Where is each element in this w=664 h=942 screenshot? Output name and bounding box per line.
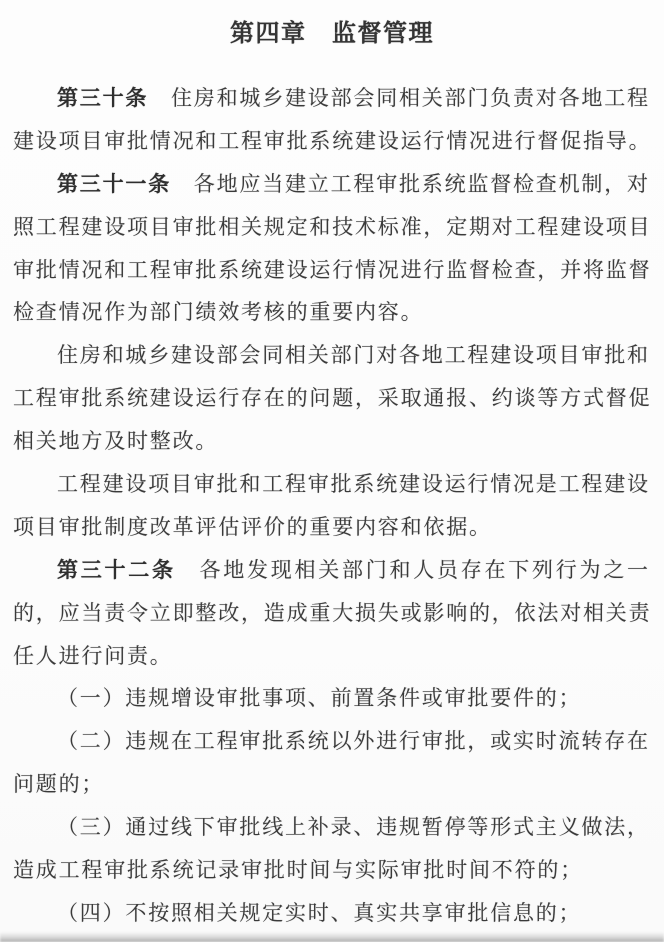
line-text: （四）不按照相关规定实时、真实共享审批信息的； (57, 900, 582, 925)
chapter-title: 第四章 监督管理 (230, 20, 434, 47)
text-line (13, 420, 659, 463)
text-line (13, 163, 659, 206)
text-line (13, 849, 659, 892)
page-bottom-scan-shadow (0, 932, 664, 942)
text-line (13, 463, 659, 506)
text-line (13, 291, 659, 334)
article-number: 第三十二条 (57, 558, 176, 582)
line-text: 住房和城乡建设部会同相关部门对各地工程建设项目审批和 (57, 343, 650, 368)
line-text: 问题的； (13, 772, 105, 797)
article-number: 第三十条 (57, 87, 149, 110)
line-text: 造成工程审批系统记录审批时间与实际审批时间不符的； (13, 858, 583, 883)
article-number: 第三十一条 (57, 172, 171, 196)
text-line (13, 334, 659, 377)
text-line (13, 206, 659, 249)
body-text (13, 77, 659, 935)
line-text: 各地发现相关部门和人员存在下列行为之一 (175, 557, 651, 582)
line-text: 照工程建设项目审批相关规定和技术标准，定期对工程建设项目 (13, 214, 652, 239)
text-line (13, 806, 659, 849)
line-text: 相关地方及时整改。 (13, 429, 219, 454)
text-line (13, 720, 659, 763)
text-line (13, 120, 659, 163)
line-text: 检查情况作为部门绩效考核的重要内容。 (13, 300, 424, 325)
line-text: 各地应当建立工程审批系统监督检查机制，对 (171, 171, 650, 196)
text-line (13, 506, 659, 549)
line-text: 住房和城乡建设部会同相关部门负责对各地工程 (148, 86, 650, 110)
line-text: 的，应当责令立即整改，造成重大损失或影响的，依法对相关责 (13, 600, 652, 625)
line-text: （一）违规增设审批事项、前置条件或审批要件的； (57, 686, 582, 711)
text-line (13, 763, 659, 806)
line-text: （三）通过线下审批线上补录、违规暂停等形式主义做法， (57, 815, 650, 840)
text-line (13, 592, 659, 635)
text-line (13, 377, 659, 420)
text-line (13, 892, 659, 935)
line-text: 审批情况和工程审批系统建设运行情况进行监督检查，并将监督 (13, 257, 652, 282)
text-line (13, 549, 659, 592)
line-text: 工程建设项目审批和工程审批系统建设运行情况是工程建设 (57, 472, 650, 497)
line-text: （二）违规在工程审批系统以外进行审批，或实时流转存在 (57, 729, 650, 754)
text-line (13, 677, 659, 720)
line-text: 项目审批制度改革评估评价的重要内容和依据。 (13, 514, 492, 539)
line-text: 任人进行问责。 (13, 643, 173, 668)
text-line (13, 249, 659, 292)
line-text: 工程审批系统建设运行存在的问题，采取通报、约谈等方式督促 (13, 386, 652, 411)
text-line (13, 635, 659, 678)
text-line (13, 77, 659, 120)
line-text: 建设项目审批情况和工程审批系统建设运行情况进行督促指导。 (13, 128, 652, 153)
